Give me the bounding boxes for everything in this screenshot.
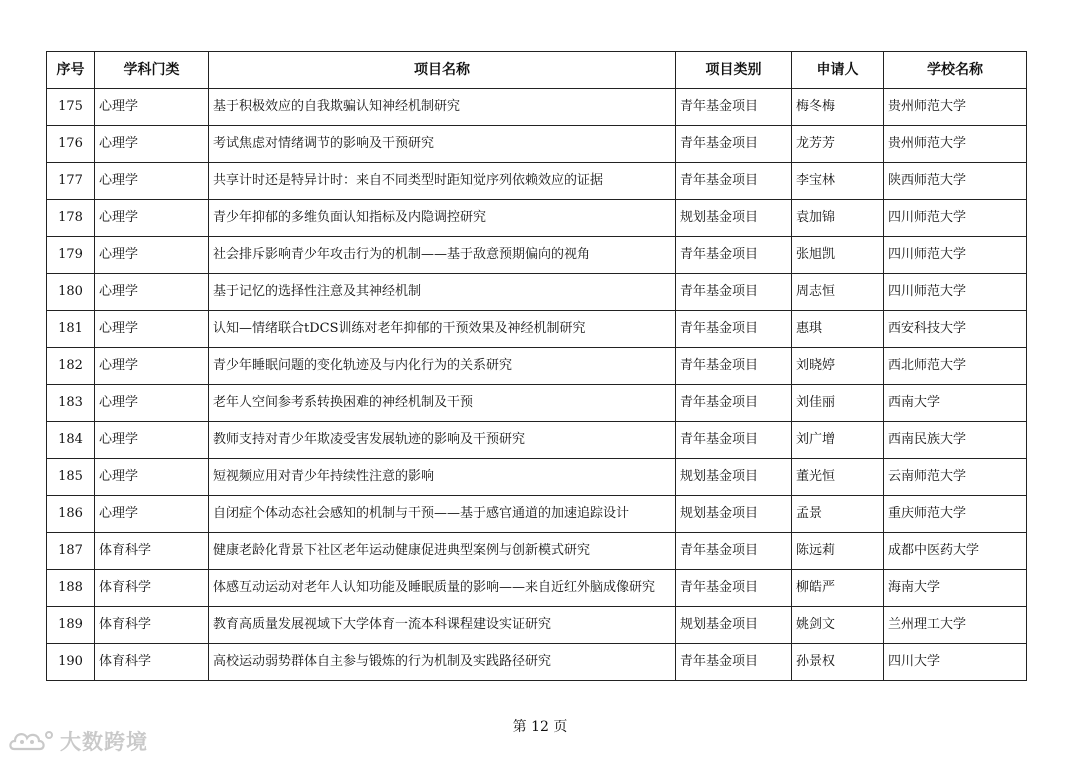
cell-project-name: 短视频应用对青少年持续性注意的影响 xyxy=(209,459,676,496)
cell-discipline: 体育科学 xyxy=(95,570,209,607)
cell-school: 四川师范大学 xyxy=(884,274,1027,311)
cell-discipline: 体育科学 xyxy=(95,607,209,644)
cell-project-type: 青年基金项目 xyxy=(676,570,792,607)
table-row xyxy=(47,385,1027,422)
watermark-text: 大数跨境 xyxy=(60,730,148,754)
cell-applicant: 刘佳丽 xyxy=(792,385,884,422)
cell-applicant: 周志恒 xyxy=(792,274,884,311)
cell-discipline: 心理学 xyxy=(95,459,209,496)
cell-school: 西北师范大学 xyxy=(884,348,1027,385)
cell-applicant: 刘广增 xyxy=(792,422,884,459)
cell-school: 贵州师范大学 xyxy=(884,126,1027,163)
page-number: 第 12 页 xyxy=(512,719,568,735)
cell-discipline: 心理学 xyxy=(95,89,209,126)
table-row xyxy=(47,348,1027,385)
header-project-name: 项目名称 xyxy=(209,52,676,89)
cell-project-name: 健康老龄化背景下社区老年运动健康促进典型案例与创新模式研究 xyxy=(209,533,676,570)
header-row xyxy=(47,52,1027,89)
table-row xyxy=(47,200,1027,237)
header-discipline: 学科门类 xyxy=(95,52,209,89)
cell-applicant: 袁加锦 xyxy=(792,200,884,237)
cell-school: 兰州理工大学 xyxy=(884,607,1027,644)
cell-serial: 186 xyxy=(47,496,95,533)
cell-applicant: 李宝林 xyxy=(792,163,884,200)
cell-school: 云南师范大学 xyxy=(884,459,1027,496)
cell-project-type: 青年基金项目 xyxy=(676,237,792,274)
cell-project-type: 规划基金项目 xyxy=(676,607,792,644)
cell-applicant: 刘晓婷 xyxy=(792,348,884,385)
table-body xyxy=(47,89,1027,681)
cell-project-name: 教师支持对青少年欺凌受害发展轨迹的影响及干预研究 xyxy=(209,422,676,459)
cell-serial: 175 xyxy=(47,89,95,126)
cell-serial: 182 xyxy=(47,348,95,385)
cell-project-type: 青年基金项目 xyxy=(676,163,792,200)
cell-discipline: 心理学 xyxy=(95,274,209,311)
cell-applicant: 柳皓严 xyxy=(792,570,884,607)
cell-project-name: 基于积极效应的自我欺骗认知神经机制研究 xyxy=(209,89,676,126)
cell-project-name: 考试焦虑对情绪调节的影响及干预研究 xyxy=(209,126,676,163)
cell-discipline: 心理学 xyxy=(95,422,209,459)
cell-serial: 190 xyxy=(47,644,95,681)
cell-serial: 184 xyxy=(47,422,95,459)
cell-applicant: 龙芳芳 xyxy=(792,126,884,163)
cell-school: 重庆师范大学 xyxy=(884,496,1027,533)
cell-applicant: 陈远莉 xyxy=(792,533,884,570)
cell-applicant: 孙景权 xyxy=(792,644,884,681)
cell-project-name: 青少年睡眠问题的变化轨迹及与内化行为的关系研究 xyxy=(209,348,676,385)
cell-serial: 181 xyxy=(47,311,95,348)
table-row xyxy=(47,126,1027,163)
cell-project-type: 青年基金项目 xyxy=(676,533,792,570)
cell-school: 陕西师范大学 xyxy=(884,163,1027,200)
cell-project-type: 青年基金项目 xyxy=(676,348,792,385)
cell-discipline: 心理学 xyxy=(95,311,209,348)
cell-discipline: 体育科学 xyxy=(95,644,209,681)
header-school: 学校名称 xyxy=(884,52,1027,89)
cell-applicant: 姚剑文 xyxy=(792,607,884,644)
table-row xyxy=(47,422,1027,459)
table-row xyxy=(47,89,1027,126)
table-row xyxy=(47,607,1027,644)
cell-school: 四川师范大学 xyxy=(884,237,1027,274)
header-applicant: 申请人 xyxy=(792,52,884,89)
cell-project-type: 规划基金项目 xyxy=(676,459,792,496)
header-project-type: 项目类别 xyxy=(676,52,792,89)
cell-discipline: 心理学 xyxy=(95,200,209,237)
cell-project-type: 青年基金项目 xyxy=(676,385,792,422)
cell-school: 四川大学 xyxy=(884,644,1027,681)
cell-project-name: 高校运动弱势群体自主参与锻炼的行为机制及实践路径研究 xyxy=(209,644,676,681)
cell-school: 西安科技大学 xyxy=(884,311,1027,348)
cell-school: 海南大学 xyxy=(884,570,1027,607)
cell-discipline: 心理学 xyxy=(95,348,209,385)
table-row xyxy=(47,274,1027,311)
table-row xyxy=(47,311,1027,348)
table-row xyxy=(47,533,1027,570)
table-row xyxy=(47,237,1027,274)
table-header xyxy=(47,52,1027,89)
cell-project-name: 老年人空间参考系转换困难的神经机制及干预 xyxy=(209,385,676,422)
table-row xyxy=(47,459,1027,496)
cell-school: 贵州师范大学 xyxy=(884,89,1027,126)
cell-project-name: 教育高质量发展视域下大学体育一流本科课程建设实证研究 xyxy=(209,607,676,644)
cell-project-type: 青年基金项目 xyxy=(676,89,792,126)
cell-applicant: 惠琪 xyxy=(792,311,884,348)
cell-school: 四川师范大学 xyxy=(884,200,1027,237)
cell-project-name: 社会排斥影响青少年攻击行为的机制——基于敌意预期偏向的视角 xyxy=(209,237,676,274)
cell-project-type: 青年基金项目 xyxy=(676,422,792,459)
cell-project-type: 青年基金项目 xyxy=(676,274,792,311)
cell-school: 成都中医药大学 xyxy=(884,533,1027,570)
cloud-face-logo-icon xyxy=(8,727,56,755)
project-table xyxy=(46,51,1027,681)
cell-serial: 179 xyxy=(47,237,95,274)
cell-serial: 188 xyxy=(47,570,95,607)
cell-applicant: 董光恒 xyxy=(792,459,884,496)
table-row xyxy=(47,644,1027,681)
cell-discipline: 心理学 xyxy=(95,237,209,274)
cell-applicant: 张旭凯 xyxy=(792,237,884,274)
cell-project-type: 规划基金项目 xyxy=(676,200,792,237)
cell-project-type: 青年基金项目 xyxy=(676,644,792,681)
cell-discipline: 心理学 xyxy=(95,496,209,533)
cell-serial: 185 xyxy=(47,459,95,496)
cell-applicant: 孟景 xyxy=(792,496,884,533)
cell-project-name: 基于记忆的选择性注意及其神经机制 xyxy=(209,274,676,311)
cell-serial: 178 xyxy=(47,200,95,237)
cell-project-type: 青年基金项目 xyxy=(676,311,792,348)
table-row xyxy=(47,163,1027,200)
cell-serial: 187 xyxy=(47,533,95,570)
cell-discipline: 心理学 xyxy=(95,126,209,163)
cell-school: 西南民族大学 xyxy=(884,422,1027,459)
watermark xyxy=(8,726,148,756)
cell-project-name: 共享计时还是特异计时：来自不同类型时距知觉序列依赖效应的证据 xyxy=(209,163,676,200)
cell-applicant: 梅冬梅 xyxy=(792,89,884,126)
cell-discipline: 心理学 xyxy=(95,385,209,422)
cell-serial: 183 xyxy=(47,385,95,422)
cell-serial: 189 xyxy=(47,607,95,644)
cell-project-type: 规划基金项目 xyxy=(676,496,792,533)
table-row xyxy=(47,570,1027,607)
cell-project-name: 认知—情绪联合tDCS训练对老年抑郁的干预效果及神经机制研究 xyxy=(209,311,676,348)
cell-discipline: 心理学 xyxy=(95,163,209,200)
table-row xyxy=(47,496,1027,533)
cell-school: 西南大学 xyxy=(884,385,1027,422)
cell-serial: 176 xyxy=(47,126,95,163)
cell-project-name: 自闭症个体动态社会感知的机制与干预——基于感官通道的加速追踪设计 xyxy=(209,496,676,533)
header-serial: 序号 xyxy=(47,52,95,89)
cell-serial: 177 xyxy=(47,163,95,200)
cell-serial: 180 xyxy=(47,274,95,311)
cell-project-name: 青少年抑郁的多维负面认知指标及内隐调控研究 xyxy=(209,200,676,237)
cell-project-type: 青年基金项目 xyxy=(676,126,792,163)
cell-project-name: 体感互动运动对老年人认知功能及睡眠质量的影响——来自近红外脑成像研究 xyxy=(209,570,676,607)
cell-discipline: 体育科学 xyxy=(95,533,209,570)
